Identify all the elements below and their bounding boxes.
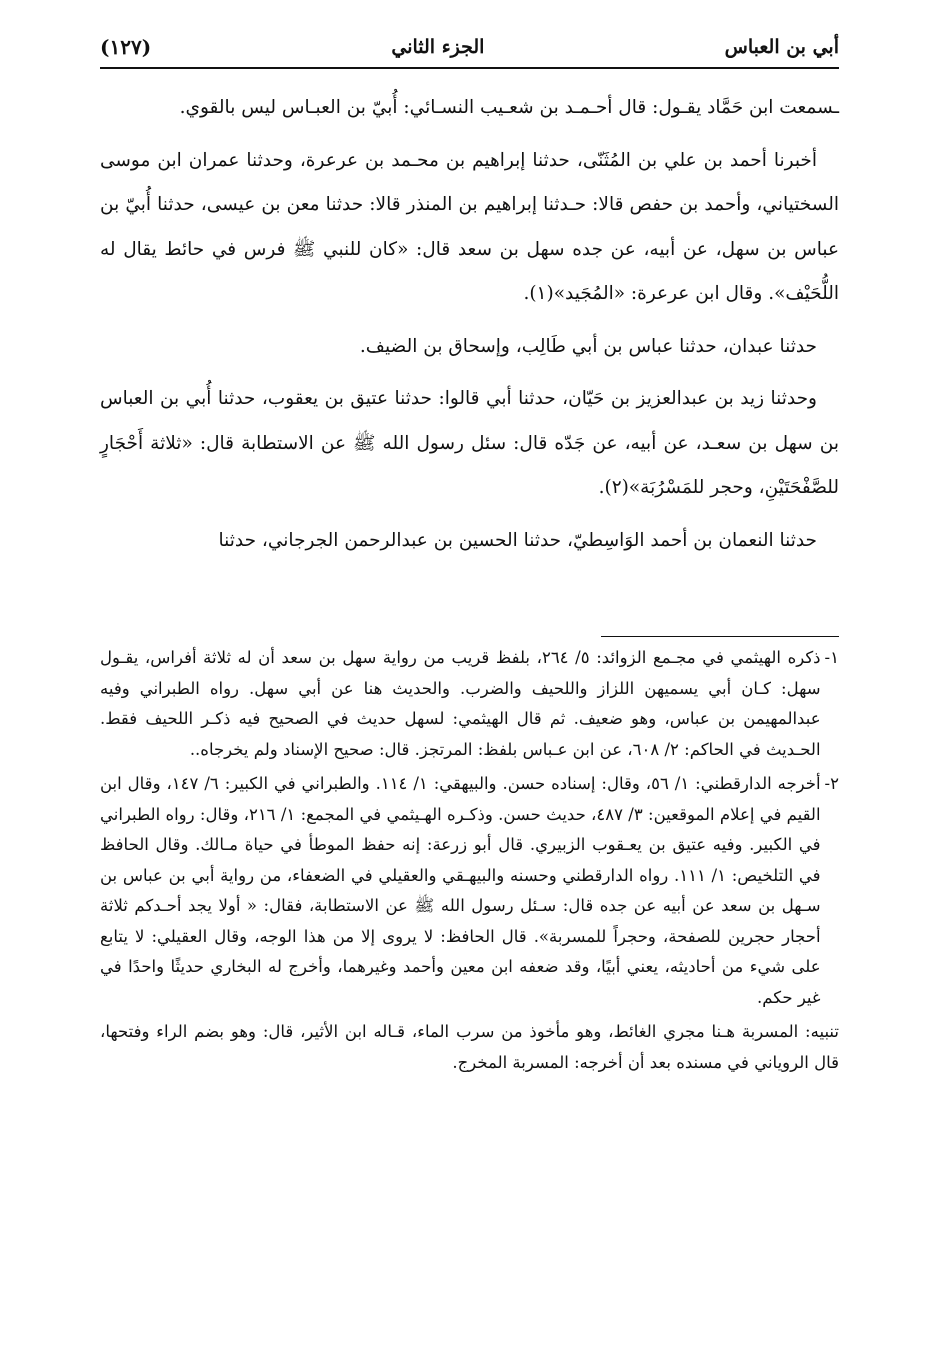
paragraph: حدثنا عبدان، حدثنا عباس بن أبي طَالِب، وإسحاق بن الضيف.: [359, 335, 817, 357]
footnote: [100, 769, 839, 1013]
footnote-text: ذكره الهيثمي في مجـمع الزوائد: ٥/ ٢٦٤، بلفظ قريب من رواية سهل بن سعد أن له ثلاثة أفراس، يقـول سهل: كـان أبي يسميهن اللزاز واللحيف والضرب. والحديث هنا عن أبي سهل. رواه الطبراني وفيه عبدالمهيمن بن عباس، وهو ضعيف. ثم قال الهيثمي: لسهل حديث في الصحيح فيه ذكـر اللحيف فقط. الحـديث في الحاكم: ٢/ ٦٠٨، عن ابن عـباس بلفظ: المرتجز. قال: صحيح الإسناد ولم يخرجاه..: [100, 648, 821, 759]
paragraph: وحدثنا زيد بن عبدالعزيز بن حَيّان، حدثنا أبي قالوا: حدثنا عتيق بن يعقوب، حدثنا أُبي بن العباس بن سهل بن سعـد، عن أبيه، عن جَدّه قال: سئل رسول الله ﷺ عن الاستطابة قال: «ثلاثة أَحْجَارٍ للصَّفْحَتَيْنِ، وحجر للمَسْرُبَة»(٢).: [100, 388, 839, 498]
footnote-divider: [601, 636, 839, 637]
main-text: [100, 86, 839, 571]
footnote-number: ٢-: [824, 774, 839, 793]
footnotes: [100, 643, 839, 1078]
book-title: أبي بن العباس: [724, 36, 839, 58]
part-label: الجزء الثاني: [391, 36, 485, 58]
footnote-note: تنبيه: المسربة هـنا مجري الغائط، وهو مأخوذ من سرب الماء، قـاله ابن الأثير، قال: وهو بضم الراء وفتحها، قال الروياني في مسنده بعد أن أخرجه: المسربة المخرج.: [100, 1022, 839, 1072]
header-divider: [100, 67, 839, 69]
footnote: [100, 643, 839, 765]
paragraph: حدثنا النعمان بن أحمد الوَاسِطيّ، حدثنا الحسين بن عبدالرحمن الجرجاني، حدثنا: [218, 529, 817, 551]
footnote-number: ١-: [824, 648, 839, 667]
footnote-text: أخرجه الدارقطني: ١/ ٥٦، وقال: إسناده حسن. والبيهقي: ١/ ١١٤. والطبراني في الكبير: ٦/ ١٤٧، وقال ابن القيم في إعلام الموقعين: ٣/ ٤٨٧، حديث حسن. وذكـره الهـيثمي في المجمع: ١/ ٢١٦، وقال: رواه الطبراني في الكبير. وفيه عتيق بن يعـقوب الزبيري. قال أبو زرعة: إنه حفظ الموطأ في حياة مـالك. وقال الحافظ في التلخيص: ١/ ١١١. رواه الدارقطني وحسنه والبيهـقي والعقيلي في الضعفاء، من رواية أبي بن عباس بن سـهل بن سعد عن أبيه عن جده قال: سـئل رسول الله ﷺ عن الاستطابة، فقال: « أولا يجد أحـدكم ثلاثة أحجار حجرين للصفحة، وحجراً للمسربة». قال الحافظ: لا يروى إلا من هذا الوجه، وقال العقيلي: لا يتابع على شيء من أحاديثه، يعني أبيًا، وقد ضعفه ابن معين وأحمد وغيرهما، وأخرج له البخاري حديثًا واحدًا في غير حكم.: [100, 774, 821, 1007]
paragraph: ـسمعت ابن حَمَّاد يقـول: قال أحـمـد بن شعـيب النسـائي: أُبيّ بن العبـاس ليس بالقوي.: [179, 97, 839, 118]
page-number: (١٢٧): [100, 35, 152, 59]
paragraph: أخبرنا أحمد بن علي بن المُثَنّى، حدثنا إبراهيم بن محـمد بن عرعرة، وحدثنا عمران ابن موسى السختياني، وأحمد بن حفص قالا: حـدثنا إبراهيم بن المنذر قالا: حدثنا معن بن عيسى، حدثنا أُبيّ بن عباس بن سهل، عن أبيه، عن جده سهل بن سعد قال: «كان للنبي ﷺ فرس في حائط يقال له اللُّحَيْف». وقال ابن عرعرة: «المُجَيد»(١).: [100, 149, 839, 304]
page-header: [100, 30, 839, 64]
